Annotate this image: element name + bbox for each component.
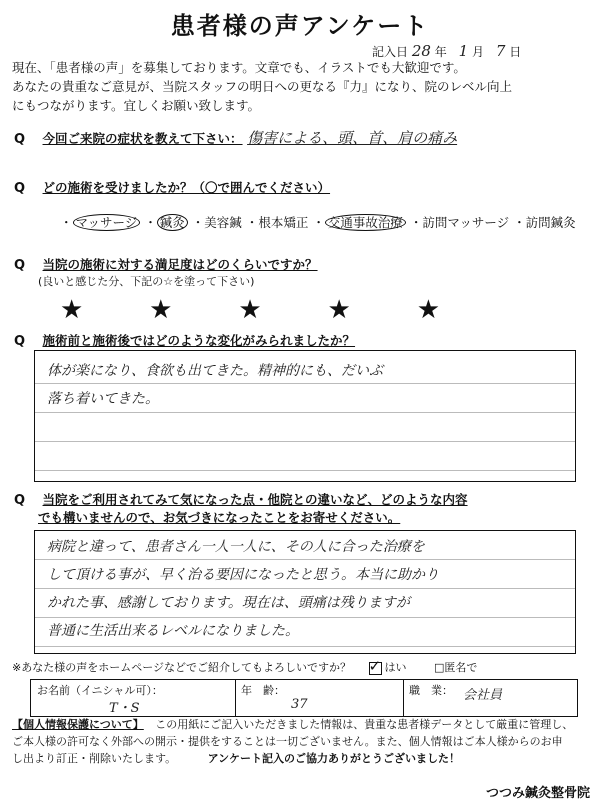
yes-checkbox[interactable] <box>369 662 382 675</box>
date-day: 7 <box>495 42 506 60</box>
consent-question: ※あなた様の声をホームページなどでご紹介してもよろしいですか？ <box>12 661 351 674</box>
date-day-unit: 日 <box>509 45 522 59</box>
option-separator: ・ <box>312 215 325 230</box>
treatment-options <box>60 213 576 231</box>
age-value: 37 <box>291 697 308 712</box>
date-year: 28 <box>411 42 431 60</box>
option-separator: ・ <box>245 215 259 230</box>
job-cell[interactable] <box>403 680 577 716</box>
satisfaction-stars <box>60 295 440 325</box>
change-answer <box>47 357 563 413</box>
question-label: 当院をご利用されてみて気になった点・他院との違いなど、どのような内容 <box>42 492 468 507</box>
star-icon[interactable]: ★ <box>238 295 262 325</box>
treatment-option-massage[interactable]: マッサージ <box>73 214 141 231</box>
consent-yes-label: はい <box>384 661 407 674</box>
page-title: 患者様の声アンケート <box>170 12 430 40</box>
star-icon[interactable]: ★ <box>60 295 84 325</box>
answer-line: かれた事、感謝しております。現在は、頭痛は残りますが <box>47 595 410 611</box>
consent-pseudonym-option[interactable]: □匿名で <box>434 661 478 674</box>
symptoms-answer: 傷害による、頭、首、肩の痛み <box>247 129 458 147</box>
treatment-option-home-acupuncture[interactable]: 訪問鍼灸 <box>525 215 576 230</box>
name-label: お名前（イニシャル可）： <box>37 684 163 697</box>
thanks-text: アンケート記入のご協力ありがとうございました！ <box>207 752 460 765</box>
star-icon[interactable]: ★ <box>149 295 173 325</box>
respondent-info <box>30 679 578 717</box>
date-month-unit: 月 <box>471 45 484 59</box>
consent-yes-option[interactable] <box>369 661 411 674</box>
question-label: 今回ご来院の症状を教えて下さい： <box>42 131 243 146</box>
age-cell[interactable] <box>235 680 404 716</box>
privacy-line: ご本人様の許可なく外部への開示・提供をすることは一切ございません。また、個人情報はご本人様からのお申 <box>12 735 563 748</box>
question-mark: Q <box>14 258 26 273</box>
clinic-name: つつみ鍼灸整骨院 <box>485 786 590 801</box>
question-label: 施術前と施術後ではどのような変化がみられましたか？ <box>42 333 356 348</box>
option-separator: ・ <box>60 215 73 230</box>
option-separator: ・ <box>513 215 526 230</box>
privacy-line: し出より訂正・削除いたします。 <box>12 752 177 765</box>
star-icon[interactable]: ★ <box>327 295 351 325</box>
option-separator: ・ <box>409 215 423 230</box>
answer-line: して頂ける事が、早く治る要因になったと思う。本当に助かり <box>47 567 439 583</box>
job-value: 会社員 <box>463 688 503 703</box>
answer-line: 落ち着いてきた。 <box>47 391 159 407</box>
privacy-heading: 【個人情報保護について】 <box>12 718 144 731</box>
treatment-option-accident[interactable]: 交通事故治療 <box>325 214 406 231</box>
question-change <box>14 331 355 349</box>
answer-line: 体が楽になり、食欲も出てきた。精神的にも、だいぶ <box>47 363 383 379</box>
question-satisfaction <box>14 255 318 289</box>
date-label: 記入日 <box>372 45 409 59</box>
question-symptoms <box>14 127 457 148</box>
name-value: T・S <box>109 701 140 716</box>
change-answer-box[interactable] <box>34 350 576 482</box>
date-month: 1 <box>458 42 469 60</box>
feedback-answer <box>47 533 563 645</box>
intro-text <box>12 58 588 115</box>
answer-line: 病院と違って、患者さん一人一人に、その人に合った治療を <box>47 539 425 555</box>
option-separator: ・ <box>191 215 205 230</box>
treatment-option-acupuncture[interactable]: 鍼灸 <box>157 214 188 231</box>
feedback-answer-box[interactable] <box>34 530 576 654</box>
treatment-option-beauty[interactable]: 美容鍼 <box>204 215 242 230</box>
privacy-line: この用紙にご記入いただきました情報は、貴重な患者様データとして厳重に管理し、 <box>155 718 574 731</box>
question-mark: Q <box>14 132 26 147</box>
question-sub: (良いと感じた分、下記の☆を塗って下さい) <box>38 275 255 288</box>
privacy-notice <box>12 716 590 767</box>
question-mark: Q <box>14 493 26 508</box>
intro-line: 現在、「患者様の声」を募集しております。文章でも、イラストでも大歓迎です。 <box>12 60 466 75</box>
question-label: どの施術を受けましたか？（〇で囲んでください） <box>42 180 331 195</box>
publish-consent <box>12 659 477 675</box>
question-treatment <box>14 178 330 196</box>
question-label-cont: でも構いませんので、お気づきになったことをお寄せください。 <box>38 510 401 525</box>
answer-line: 普通に生活出来るレベルになりました。 <box>47 623 299 639</box>
option-separator: ・ <box>144 215 157 230</box>
question-mark: Q <box>14 181 26 196</box>
intro-line: にもつながります。宜しくお願い致します。 <box>12 98 261 113</box>
question-label: 当院の施術に対する満足度はどのくらいですか？ <box>42 257 318 272</box>
treatment-option-home-massage[interactable]: 訪問マッサージ <box>422 215 510 230</box>
intro-line: あなたの貴重なご意見が、当院スタッフの明日への更なる『力』になり、院のレベル向上 <box>12 79 513 94</box>
name-cell[interactable] <box>31 680 236 716</box>
age-label: 年 齢： <box>241 684 285 697</box>
date-year-unit: 年 <box>434 45 447 59</box>
treatment-option-correction[interactable]: 根本矯正 <box>258 215 309 230</box>
question-mark: Q <box>14 334 26 349</box>
star-icon[interactable]: ★ <box>416 295 440 325</box>
job-label: 職 業： <box>409 684 453 697</box>
question-feedback <box>14 490 468 526</box>
